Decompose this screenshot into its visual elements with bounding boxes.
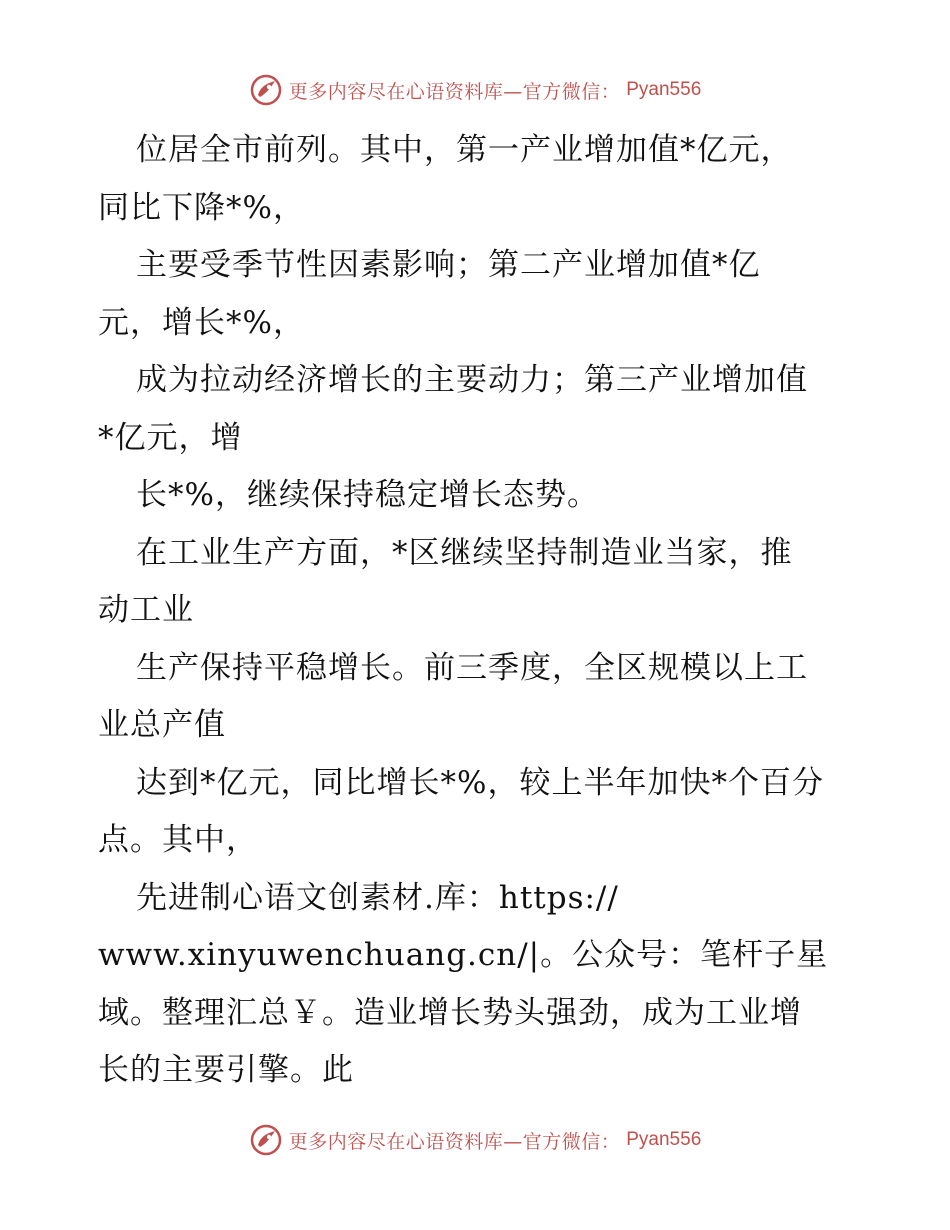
brand-logo-icon — [249, 1123, 283, 1157]
body-line: 达到*亿元，同比增长*%，较上半年加快*个百分 — [136, 764, 824, 801]
watermark-id: Pyan556 — [626, 1129, 702, 1150]
body-line: 元，增长*%， — [98, 304, 305, 341]
body-line: *亿元，增 — [98, 419, 243, 456]
body-line: 位居全市前列。其中，第一产业增加值*亿元， — [136, 132, 793, 168]
header-watermark — [0, 70, 950, 110]
body-line: 点。其中， — [98, 822, 258, 858]
brand-logo-icon — [249, 73, 283, 107]
body-line: 长*%，继续保持稳定增长态势。 — [136, 477, 599, 513]
body-line: www.xinyuwenchuang.cn/|。公众号：笔杆子星 — [98, 937, 829, 973]
footer-watermark — [0, 1120, 950, 1160]
watermark-id: Pyan556 — [626, 79, 702, 100]
body-line: 长的主要引擎。此 — [98, 1052, 354, 1088]
body-line: 成为拉动经济增长的主要动力；第三产业增加值 — [136, 362, 808, 398]
watermark-text: 更多内容尽在心语资料库—官方微信： — [288, 1130, 621, 1153]
body-line: 在工业生产方面，*区继续坚持制造业当家，推 — [136, 534, 793, 571]
body-line: 生产保持平稳增长。前三季度，全区规模以上工 — [136, 649, 808, 686]
body-line: 先进制心语文创素材.库：https:// — [136, 879, 619, 916]
body-line: 动工业 — [98, 592, 194, 628]
body-line: 同比下降*%， — [98, 189, 305, 226]
body-line: 主要受季节性因素影响；第二产业增加值*亿 — [136, 247, 761, 283]
watermark-text: 更多内容尽在心语资料库—官方微信： — [288, 80, 621, 103]
document-body — [98, 122, 858, 1100]
body-line: 业总产值 — [98, 707, 226, 743]
body-line: 域。整理汇总￥。造业增长势头强劲，成为工业增 — [98, 994, 802, 1031]
